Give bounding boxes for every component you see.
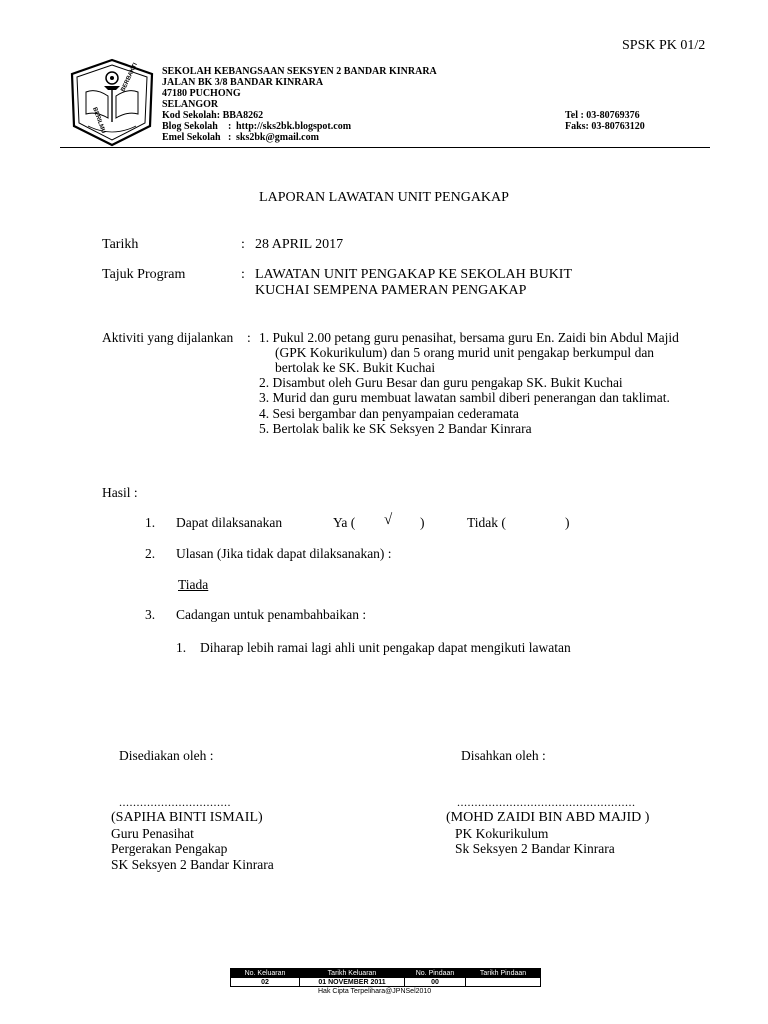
report-title: LAPORAN LAWATAN UNIT PENGAKAP [259, 190, 509, 205]
tajuk-line-2: KUCHAI SEMPENA PAMERAN PENGAKAP [255, 283, 527, 298]
footer-value-cell: 02 [231, 978, 300, 987]
aktiviti-item: bertolak ke SK. Bukit Kuchai [275, 360, 436, 375]
q1-number: 1. [145, 515, 156, 530]
q3-item-text: Diharap lebih ramai lagi ahli unit pengakap dapat mengikuti lawatan [200, 640, 571, 655]
logo-text-left: BERILMU [91, 106, 107, 135]
tajuk-separator: : [241, 267, 245, 282]
tajuk-label: Tajuk Program [102, 267, 186, 282]
document-reference: SPSK PK 01/2 [622, 38, 706, 53]
footer-header-cell: No. Pindaan [405, 969, 466, 978]
tajuk-line-1: LAWATAN UNIT PENGAKAP KE SEKOLAH BUKIT [255, 267, 573, 282]
tarikh-value: 28 APRIL 2017 [255, 237, 344, 252]
school-address-street: JALAN BK 3/8 BANDAR KINRARA [162, 77, 324, 88]
signature-line-right: ................................................... [457, 795, 636, 809]
school-code: Kod Sekolah: BBA8262 [162, 110, 264, 121]
prepared-by-label: Disediakan oleh : [119, 748, 214, 763]
email-separator: : [228, 132, 232, 143]
q3-text: Cadangan untuk penambahbaikan : [176, 607, 367, 622]
blog-link[interactable]: http://sks2bk.blogspot.com [236, 121, 352, 132]
approver-role-2: Sk Seksyen 2 Bandar Kinrara [455, 841, 615, 856]
aktiviti-item: 4. Sesi bergambar dan penyampaian cederamata [259, 406, 519, 421]
preparer-name: (SAPIHA BINTI ISMAIL) [111, 810, 263, 825]
school-name: SEKOLAH KEBANGSAAN SEKSYEN 2 BANDAR KINRARA [162, 66, 437, 77]
header-divider [60, 147, 710, 148]
aktiviti-item: 3. Murid dan guru membuat lawatan sambil diberi penerangan dan taklimat. [259, 390, 670, 405]
school-address-state: SELANGOR [162, 99, 219, 110]
aktiviti-item: (GPK Kokurikulum) dan 5 orang murid unit pengakap berkumpul dan [275, 345, 655, 360]
q3-item-number: 1. [176, 640, 187, 655]
aktiviti-item: 2. Disambut oleh Guru Besar dan guru pengakap SK. Bukit Kuchai [259, 375, 623, 390]
fax: Faks: 03-80763120 [565, 121, 645, 132]
footer-value-cell: 00 [405, 978, 466, 987]
footer-header-cell: No. Keluaran [231, 969, 300, 978]
signature-line-left: ................................ [119, 795, 231, 809]
document-control-table [230, 968, 541, 987]
q2-number: 2. [145, 546, 156, 561]
approver-name: (MOHD ZAIDI BIN ABD MAJID ) [446, 810, 650, 825]
school-crest-logo [66, 56, 158, 148]
blog-label: Blog Sekolah [162, 121, 218, 132]
ya-close: ) [420, 515, 425, 530]
tidak-close: ) [565, 515, 570, 530]
tick-icon: √ [384, 512, 393, 528]
aktiviti-item: 5. Bertolak balik ke SK Seksyen 2 Bandar Kinrara [259, 421, 532, 436]
preparer-role-1: Guru Penasihat [111, 826, 194, 841]
email-label: Emel Sekolah [162, 132, 221, 143]
footer-value-cell [466, 978, 541, 987]
q2-answer: Tiada [178, 577, 209, 592]
q3-number: 3. [145, 607, 156, 622]
tarikh-label: Tarikh [102, 237, 139, 252]
school-address-postcode: 47180 PUCHONG [162, 88, 241, 99]
logo-text-right: BERBAKTI [120, 62, 139, 93]
footer-value-cell: 01 NOVEMBER 2011 [300, 978, 405, 987]
tidak-option: Tidak ( [467, 515, 506, 530]
q1-text: Dapat dilaksanakan [176, 515, 283, 530]
tarikh-separator: : [241, 237, 245, 252]
aktiviti-label: Aktiviti yang dijalankan [102, 330, 234, 345]
telephone: Tel : 03-80769376 [565, 110, 640, 121]
q2-text: Ulasan (Jika tidak dapat dilaksanakan) : [176, 546, 392, 561]
footer-header-cell: Tarikh Pindaan [466, 969, 541, 978]
email-link[interactable]: sks2bk@gmail.com [236, 132, 319, 143]
aktiviti-separator: : [247, 330, 251, 345]
preparer-role-2: Pergerakan Pengakap [111, 841, 228, 856]
aktiviti-item: 1. Pukul 2.00 petang guru penasihat, bersama guru En. Zaidi bin Abdul Majid [259, 330, 679, 345]
footer-header-cell: Tarikh Keluaran [300, 969, 405, 978]
copyright-notice: Hak Cipta Terpelihara@JPNSel2010 [318, 988, 432, 995]
preparer-role-3: SK Seksyen 2 Bandar Kinrara [111, 857, 274, 872]
hasil-label: Hasil : [102, 485, 138, 500]
approved-by-label: Disahkan oleh : [461, 748, 546, 763]
blog-separator: : [228, 121, 232, 132]
ya-option: Ya ( [333, 515, 356, 530]
approver-role-1: PK Kokurikulum [455, 826, 549, 841]
